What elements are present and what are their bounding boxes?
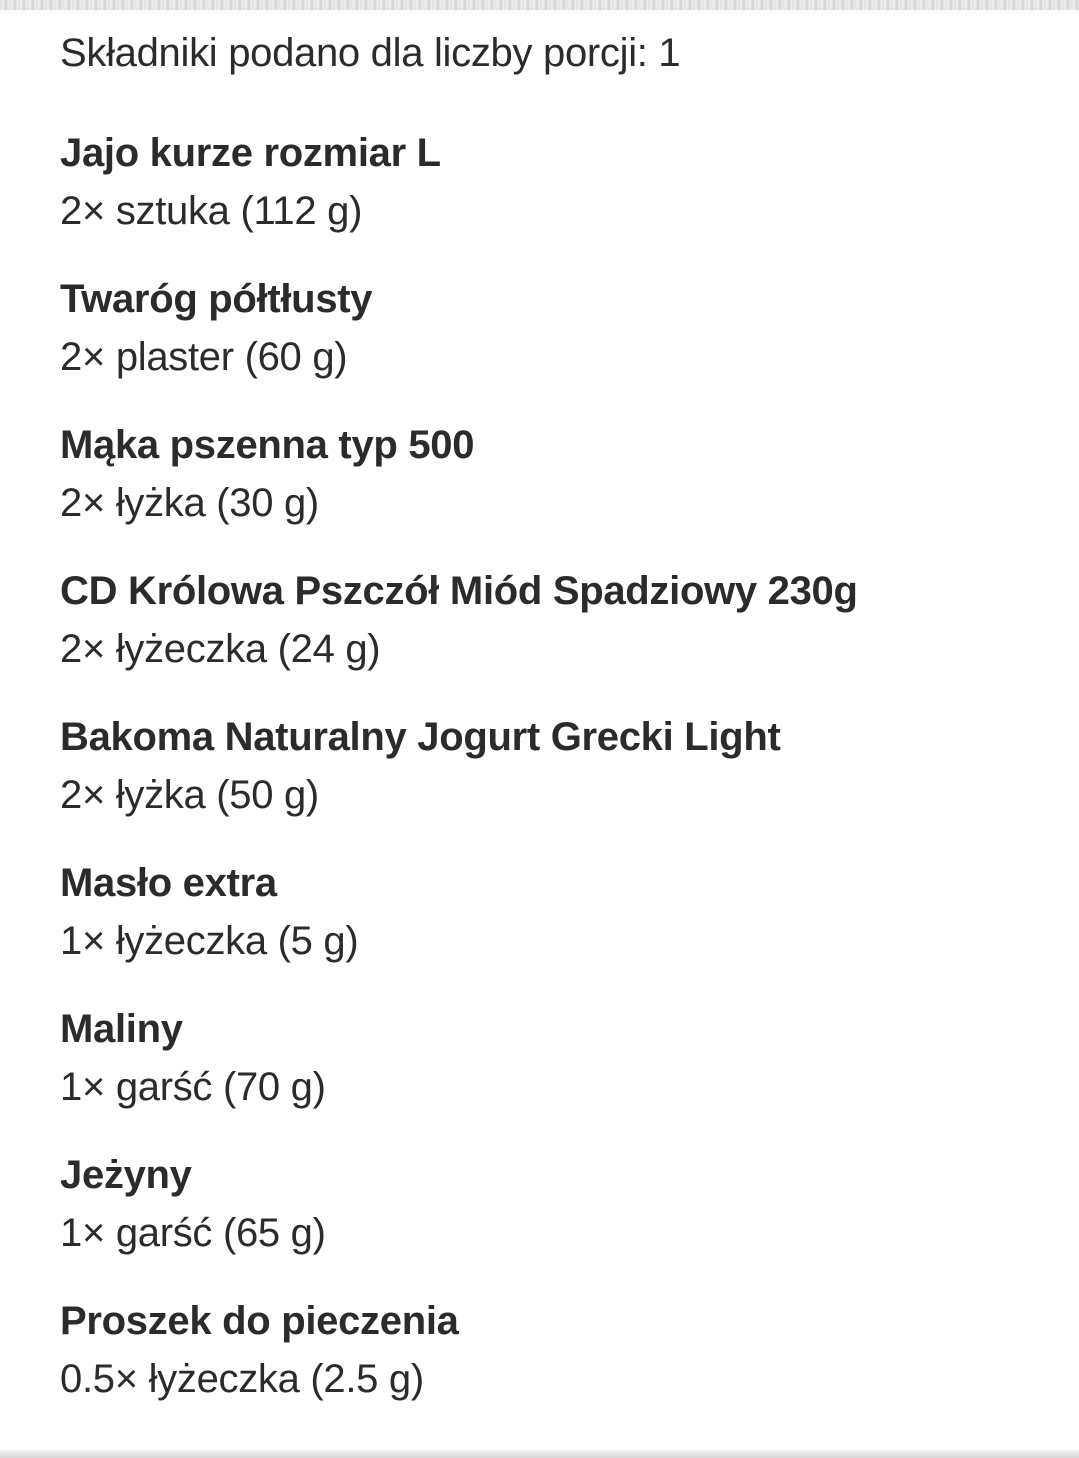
ingredient-quantity: 2× plaster (60 g) — [60, 335, 348, 379]
top-edge-decoration — [0, 0, 1079, 10]
ingredient-item — [60, 708, 1040, 824]
ingredient-name: CD Królowa Pszczół Miód Spadziowy 230g — [60, 569, 858, 613]
ingredient-name: Jeżyny — [60, 1153, 192, 1197]
ingredient-item — [60, 562, 1040, 678]
ingredient-name: Twaróg półtłusty — [60, 277, 373, 321]
ingredient-quantity: 1× łyżeczka (5 g) — [60, 919, 359, 963]
ingredient-name: Maliny — [60, 1007, 183, 1051]
ingredient-item — [60, 416, 1040, 532]
bottom-edge-decoration — [0, 1450, 1079, 1458]
ingredient-quantity: 2× łyżka (30 g) — [60, 481, 319, 525]
ingredient-item — [60, 124, 1040, 240]
ingredient-name: Jajo kurze rozmiar L — [60, 131, 441, 175]
ingredient-quantity: 2× łyżka (50 g) — [60, 773, 319, 817]
ingredient-quantity: 1× garść (65 g) — [60, 1211, 326, 1255]
ingredient-item — [60, 854, 1040, 970]
ingredient-item — [60, 1146, 1040, 1262]
ingredient-quantity: 1× garść (70 g) — [60, 1065, 326, 1109]
ingredient-name: Mąka pszenna typ 500 — [60, 423, 475, 467]
ingredient-quantity: 2× łyżeczka (24 g) — [60, 627, 381, 671]
ingredient-quantity: 2× sztuka (112 g) — [60, 189, 363, 233]
ingredient-name: Proszek do pieczenia — [60, 1299, 459, 1343]
servings-label: Składniki podano dla liczby porcji: 1 — [60, 31, 681, 75]
ingredient-name: Bakoma Naturalny Jogurt Grecki Light — [60, 715, 781, 759]
ingredient-item — [60, 270, 1040, 386]
ingredients-panel — [60, 26, 1040, 1408]
ingredient-item — [60, 1000, 1040, 1116]
ingredient-item — [60, 1292, 1040, 1408]
ingredient-name: Masło extra — [60, 861, 277, 905]
ingredient-quantity: 0.5× łyżeczka (2.5 g) — [60, 1357, 424, 1401]
